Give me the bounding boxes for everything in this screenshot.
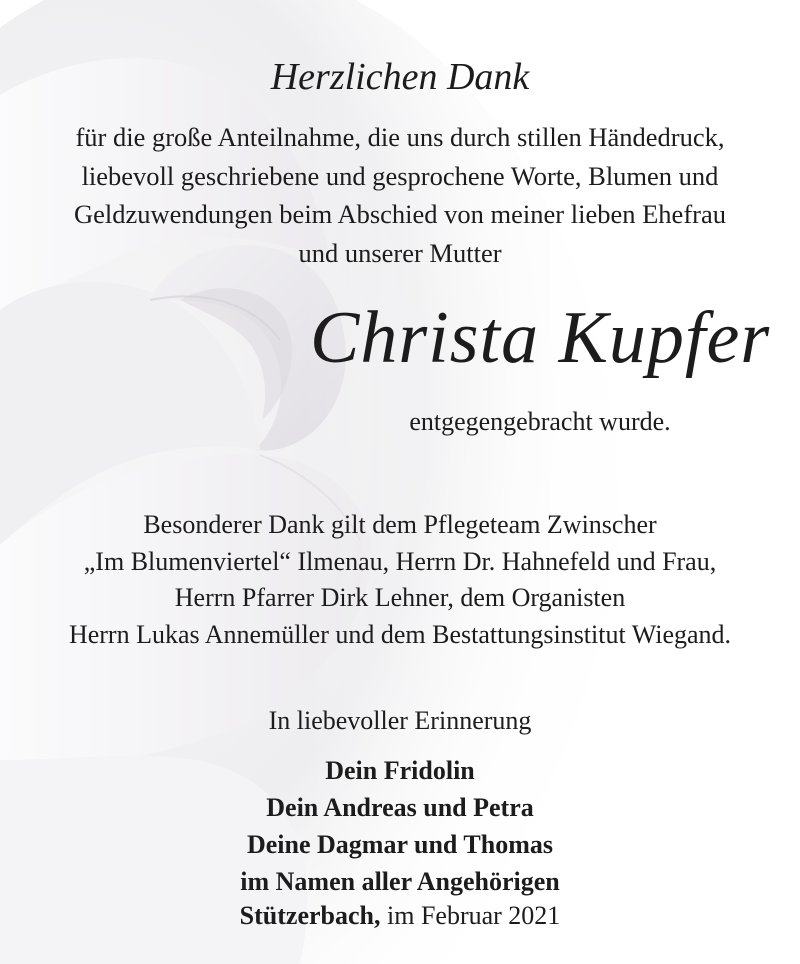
intro-line: liebevoll geschriebene und gesprochene Worte, Blumen und xyxy=(81,160,719,191)
memory-line: In liebevoller Erinnerung xyxy=(268,706,532,735)
place-and-date xyxy=(0,898,800,934)
intro-line: Geldzuwendungen beim Abschied von meiner lieben Ehefrau xyxy=(74,199,726,229)
date: im Februar 2021 xyxy=(387,901,561,930)
signer: Deine Dagmar und Thomas xyxy=(246,830,554,859)
deceased-name: Christa Kupfer xyxy=(310,297,771,379)
special-thanks-line: „Im Blumenviertel“ Ilmenau, Herrn Dr. Hahnefeld und Frau, xyxy=(83,546,717,576)
special-thanks-line: Herrn Lukas Annemüller und dem Bestattungsinstitut Wiegand. xyxy=(68,619,732,649)
intro-text xyxy=(20,118,780,272)
signers xyxy=(0,752,800,900)
special-thanks xyxy=(0,507,800,653)
intro-line: für die große Anteilnahme, die uns durch stillen Händedruck, xyxy=(75,122,725,152)
heading: Herzlichen Dank xyxy=(270,56,530,98)
after-name-text: entgegengebracht wurde. xyxy=(409,407,671,436)
signer: im Namen aller Angehörigen xyxy=(240,867,560,896)
place: Stützerbach, xyxy=(239,901,381,930)
intro-line: und unserer Mutter xyxy=(298,237,502,268)
special-thanks-line: Herrn Pfarrer Dirk Lehner, dem Organisten xyxy=(174,583,626,612)
signer: Dein Andreas und Petra xyxy=(266,793,534,822)
special-thanks-line: Besonderer Dank gilt dem Pflegeteam Zwinscher xyxy=(143,510,657,539)
signer: Dein Fridolin xyxy=(325,756,475,785)
